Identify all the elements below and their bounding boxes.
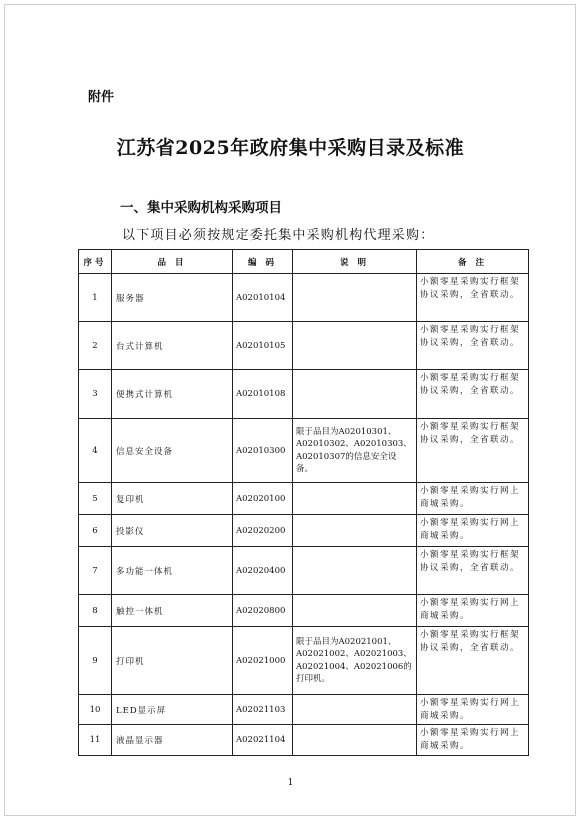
cell-no: 6 (79, 515, 112, 547)
cell-remarks: 小额零星采购实行网上商城采购。 (417, 725, 529, 756)
cell-no: 5 (79, 483, 112, 515)
cell-remarks: 小额零星采购实行框架协议采购，全省联动。 (417, 547, 529, 595)
cell-code: A02010105 (233, 322, 293, 370)
cell-code: A02020400 (233, 547, 293, 595)
header-remarks: 备 注 (417, 250, 529, 274)
table-row (79, 419, 529, 483)
cell-remarks: 小额零星采购实行网上商城采购。 (417, 595, 529, 627)
cell-item: 服务器 (112, 274, 233, 322)
cell-description (293, 725, 417, 756)
cell-remarks: 小额零星采购实行框架协议采购，全省联动。 (417, 419, 529, 483)
cell-item: 复印机 (112, 483, 233, 515)
cell-item: 信息安全设备 (112, 419, 233, 483)
cell-description (293, 695, 417, 725)
table-row (79, 695, 529, 725)
cell-description (293, 322, 417, 370)
cell-no: 11 (79, 725, 112, 756)
cell-remarks: 小额零星采购实行网上商城采购。 (417, 483, 529, 515)
cell-description (293, 274, 417, 322)
table-row (79, 483, 529, 515)
cell-item: 多功能一体机 (112, 547, 233, 595)
cell-code: A02021103 (233, 695, 293, 725)
cell-description (293, 515, 417, 547)
cell-description: 限于品目为A02021001、A02021002、A02021003、A02021004、A02021006的打印机。 (293, 627, 417, 695)
cell-no: 2 (79, 322, 112, 370)
cell-remarks: 小额零星采购实行框架协议采购，全省联动。 (417, 274, 529, 322)
cell-remarks: 小额零星采购实行框架协议采购，全省联动。 (417, 370, 529, 419)
cell-code: A02020100 (233, 483, 293, 515)
cell-item: 触控一体机 (112, 595, 233, 627)
cell-description (293, 370, 417, 419)
cell-no: 9 (79, 627, 112, 695)
cell-code: A02010104 (233, 274, 293, 322)
cell-description (293, 595, 417, 627)
header-code: 编 码 (233, 250, 293, 274)
section-heading: 一、集中采购机构采购项目 (120, 200, 282, 216)
table-header-row (79, 250, 529, 274)
cell-remarks: 小额零星采购实行框架协议采购，全省联动。 (417, 322, 529, 370)
cell-no: 10 (79, 695, 112, 725)
cell-item: LED显示屏 (112, 695, 233, 725)
attachment-label: 附件 (88, 90, 115, 105)
page-number: 1 (287, 778, 294, 788)
cell-item: 台式计算机 (112, 322, 233, 370)
cell-remarks: 小额零星采购实行网上商城采购。 (417, 695, 529, 725)
cell-code: A02010108 (233, 370, 293, 419)
cell-remarks: 小额零星采购实行网上商城采购。 (417, 515, 529, 547)
cell-item: 便携式计算机 (112, 370, 233, 419)
table-row (79, 547, 529, 595)
table-row (79, 627, 529, 695)
cell-code: A02010300 (233, 419, 293, 483)
cell-code: A02020800 (233, 595, 293, 627)
cell-item: 打印机 (112, 627, 233, 695)
table-row (79, 322, 529, 370)
header-no: 序号 (79, 250, 112, 274)
cell-description (293, 483, 417, 515)
cell-remarks: 小额零星采购实行框架协议采购，全省联动。 (417, 627, 529, 695)
procurement-table (78, 249, 529, 756)
document-title: 江苏省2025年政府集中采购目录及标准 (116, 137, 465, 159)
cell-no: 7 (79, 547, 112, 595)
cell-no: 8 (79, 595, 112, 627)
cell-item: 投影仪 (112, 515, 233, 547)
cell-code: A02020200 (233, 515, 293, 547)
cell-description: 限于品目为A02010301、A02010302、A02010303、A02010307的信息安全设备。 (293, 419, 417, 483)
cell-code: A02021104 (233, 725, 293, 756)
table-row (79, 595, 529, 627)
table-row (79, 725, 529, 756)
cell-no: 1 (79, 274, 112, 322)
cell-code: A02021000 (233, 627, 293, 695)
intro-text: 以下项目必须按规定委托集中采购机构代理采购： (122, 228, 435, 243)
table-row (79, 274, 529, 322)
header-description: 说 明 (293, 250, 417, 274)
cell-description (293, 547, 417, 595)
table-row (79, 515, 529, 547)
table-row (79, 370, 529, 419)
cell-no: 4 (79, 419, 112, 483)
cell-no: 3 (79, 370, 112, 419)
cell-item: 液晶显示器 (112, 725, 233, 756)
header-item: 品 目 (112, 250, 233, 274)
